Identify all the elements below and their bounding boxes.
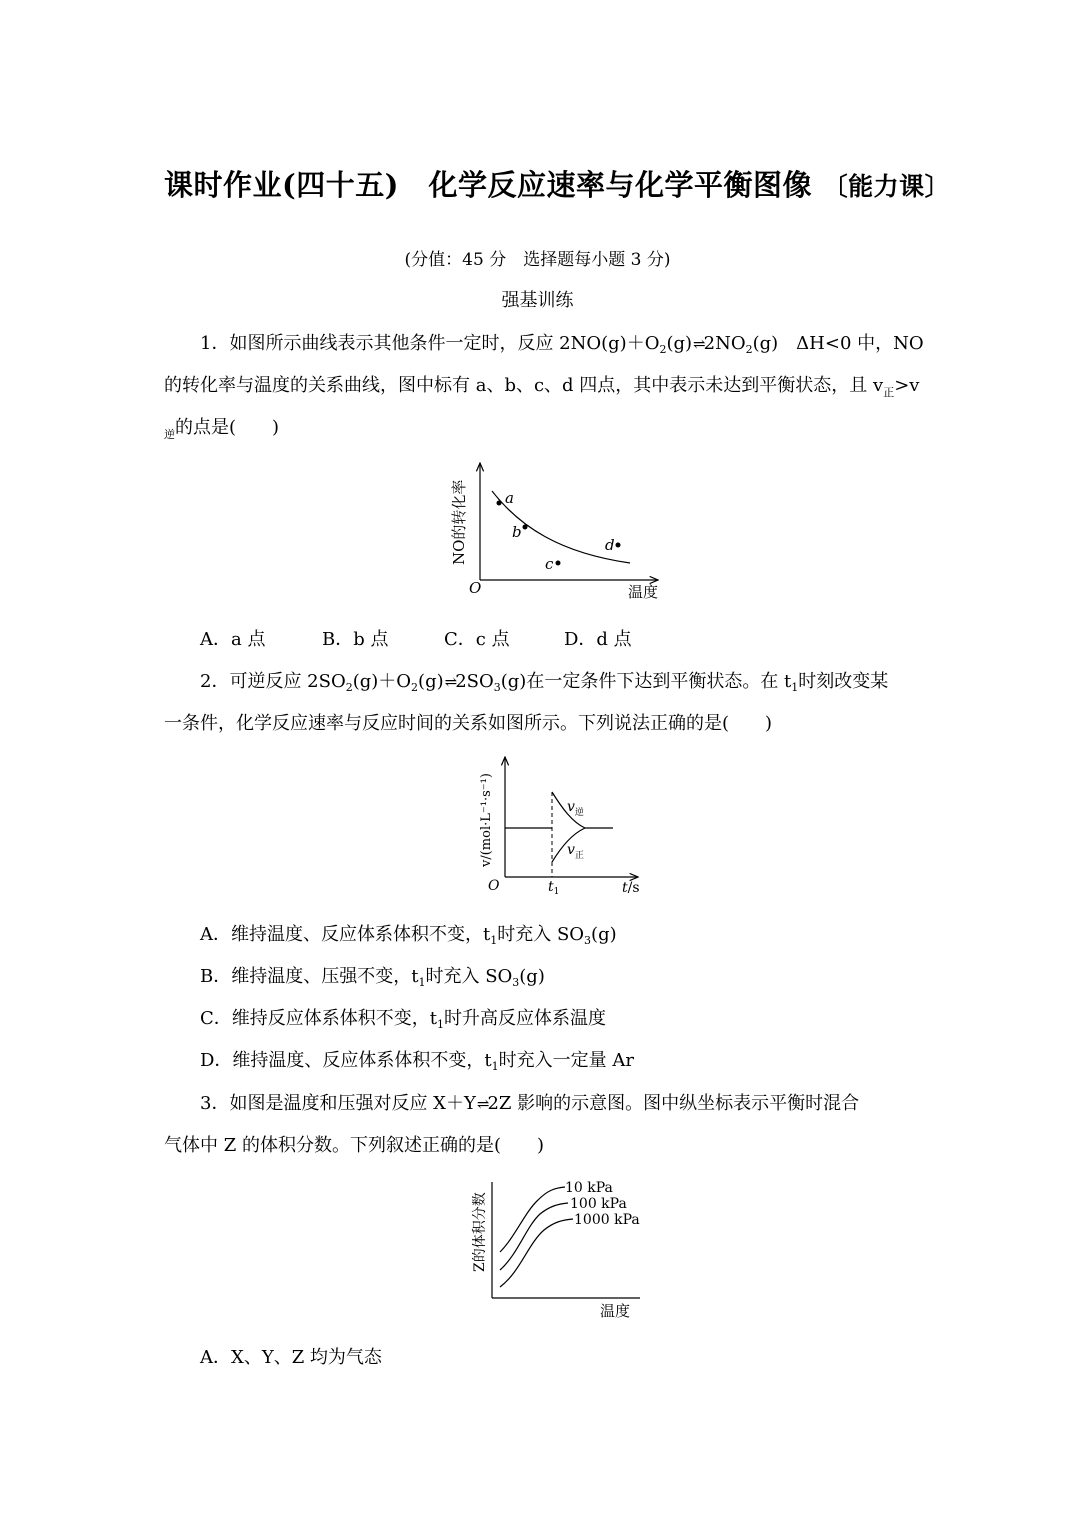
point-d-label: d xyxy=(605,536,615,554)
origin-label: O xyxy=(469,579,482,597)
q1-line1: 1．如图所示曲线表示其他条件一定时，反应 $2NO(g)+O_2(g)\rightleftharpoons 2NO_2(g)$ ΔH<0 中，NO xyxy=(200,333,924,356)
x-axis-label: t/s xyxy=(622,880,640,896)
q1-option-c[interactable]: C．c 点 xyxy=(444,629,510,650)
point-b-label: b xyxy=(512,523,522,541)
v-reverse-label: $v_逆$ xyxy=(567,799,584,818)
q2-option-b[interactable]: B．维持温度、压强不变，$t_1$时充入 $SO_3(g)$ xyxy=(200,966,545,989)
reversible-arrow-icon: ⇌ xyxy=(444,673,455,691)
y-axis-label: NO的转化率 xyxy=(450,479,468,565)
curve-1000kpa xyxy=(500,1219,573,1287)
v-forward-label: $v_正$ xyxy=(567,842,584,861)
q1-line2: 的转化率与温度的关系曲线，图中标有 a、b、c、d 四点，其中表示未达到平衡状态，且 $v_正>v$ xyxy=(164,375,920,399)
q2-option-d[interactable]: D．维持温度、反应体系体积不变，$t_1$时充入一定量 Ar xyxy=(200,1050,634,1073)
point-d xyxy=(616,543,621,548)
label-100kpa: 100 kPa xyxy=(570,1196,627,1212)
point-c xyxy=(556,561,561,566)
label-10kpa: 10 kPa xyxy=(565,1180,613,1196)
point-b xyxy=(523,525,528,530)
title-main: 课时作业(四十五) 化学反应速率与化学平衡图像 xyxy=(164,168,812,202)
point-a xyxy=(497,501,502,506)
q3-line2: 气体中 Z 的体积分数。下列叙述正确的是( ) xyxy=(164,1135,544,1156)
q1-line3: $_逆$的点是( ) xyxy=(164,417,280,441)
reversible-arrow-icon: ⇌ xyxy=(476,1095,487,1113)
q2-graph xyxy=(440,752,650,902)
q1-option-a[interactable]: A．a 点 xyxy=(200,629,266,650)
t1-label: $t_1$ xyxy=(548,879,560,897)
q3-line1: 3．如图是温度和压强对反应 X＋Y⇌2Z 影响的示意图。图中纵坐标表示平衡时混合 xyxy=(200,1093,860,1114)
page-title xyxy=(164,163,950,204)
x-axis-label: 温度 xyxy=(628,583,659,601)
q1-option-b[interactable]: B．b 点 xyxy=(322,629,389,650)
q3-graph xyxy=(460,1172,660,1327)
title-tag: 〔能力课〕 xyxy=(822,172,951,201)
y-axis-label: v/(mol·L⁻¹·s⁻¹) xyxy=(479,773,494,867)
curve-100kpa xyxy=(500,1203,568,1270)
curve-10kpa xyxy=(500,1187,565,1252)
section-heading: 强基训练 xyxy=(501,290,574,311)
x-axis-label: 温度 xyxy=(600,1302,631,1320)
q3-option-a[interactable]: A．X、Y、Z 均为气态 xyxy=(200,1347,382,1368)
point-a-label: a xyxy=(505,489,514,507)
score-info: (分值：45 分 选择题每小题 3 分) xyxy=(404,250,671,270)
label-1000kpa: 1000 kPa xyxy=(574,1212,640,1228)
q1-option-d[interactable]: D．d 点 xyxy=(564,629,632,650)
q2-line1: 2．可逆反应 $2SO_2(g)+O_2(g)\rightleftharpoons 2SO_3(g)$在一定条件下达到平衡状态。在 $t_1$时刻改变某 xyxy=(200,671,889,694)
y-axis-label: Z的体积分数 xyxy=(472,1192,488,1272)
q1-graph xyxy=(440,455,670,605)
origin-label: O xyxy=(488,878,500,894)
q2-option-c[interactable]: C．维持反应体系体积不变，$t_1$时升高反应体系温度 xyxy=(200,1008,607,1031)
q2-option-a[interactable]: A．维持温度、反应体系体积不变，$t_1$时充入 $SO_3(g)$ xyxy=(200,924,617,947)
reversible-arrow-icon: ⇌ xyxy=(693,335,703,353)
point-c-label: c xyxy=(545,555,554,573)
q2-line2: 一条件，化学反应速率与反应时间的关系如图所示。下列说法正确的是( ) xyxy=(164,713,773,734)
